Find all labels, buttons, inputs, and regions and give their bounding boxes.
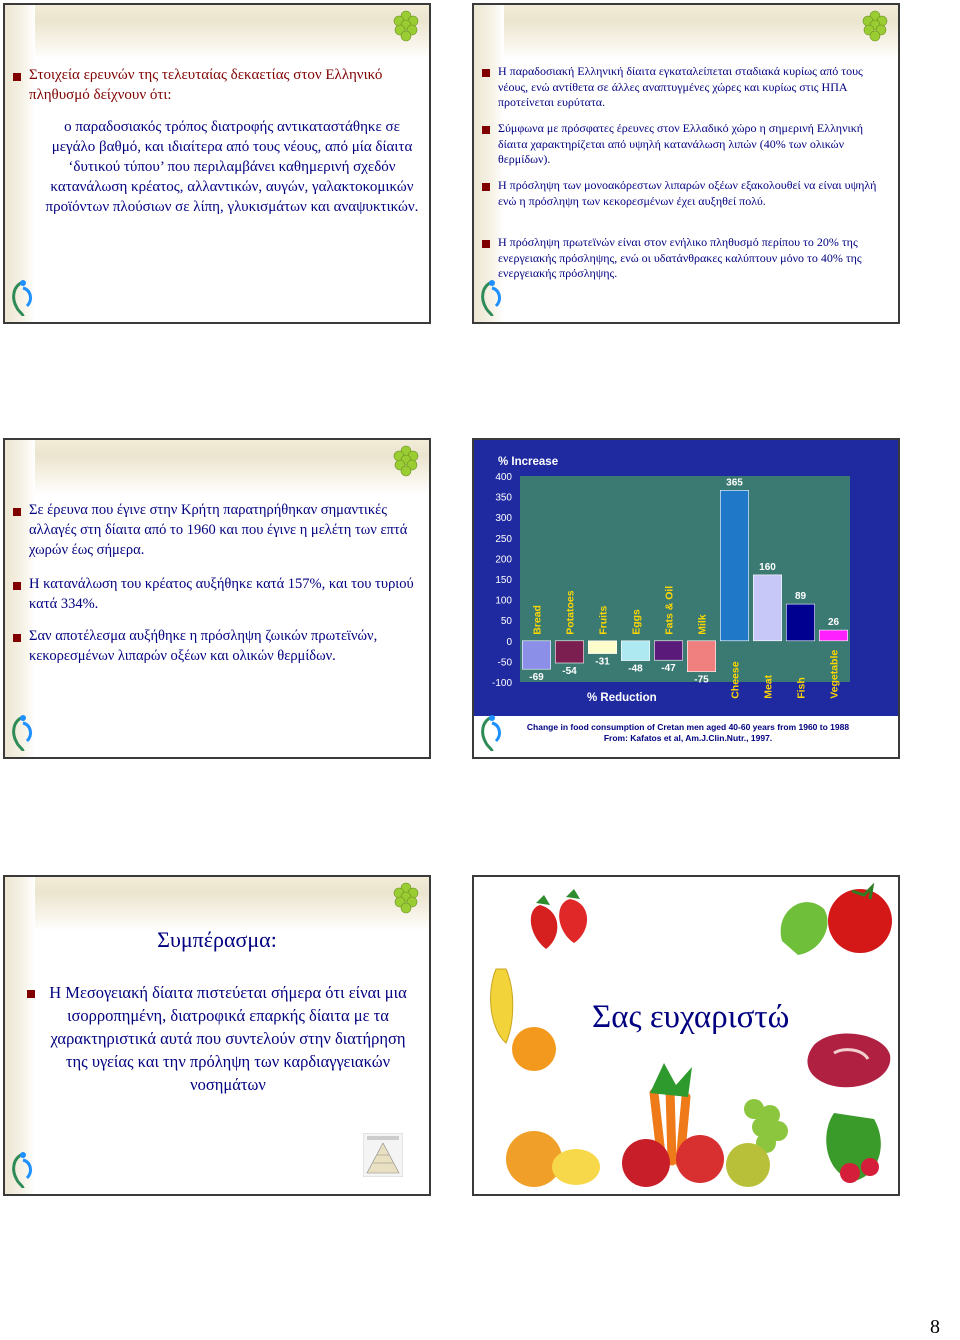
food-change-chart [474,440,900,716]
logo-icon [9,713,37,753]
bar-eggs [621,641,649,661]
bar-meat [753,575,781,641]
grape-icon [389,444,423,478]
y-tick-label: 400 [495,472,512,483]
category-label: Bread [531,605,544,635]
conclusion-title: Συμπέρασμα: [157,927,277,952]
y-tick-label: 150 [495,575,512,586]
increase-label: % Increase [498,456,559,468]
fruits-vegetables-icon [504,1063,894,1191]
category-label: Eggs [630,609,643,635]
bullet-marker [27,990,35,998]
bar-value-label: 26 [827,617,840,629]
slide-header-band [474,5,898,59]
y-tick-label: -100 [491,678,512,689]
category-label: Potatoes [564,590,577,635]
grape-icon [389,9,423,43]
y-tick-label: 200 [495,554,512,566]
y-tick-label: 350 [495,492,512,504]
slide-1 [3,3,431,324]
bar-fruits [588,641,616,654]
slide3-bullet-1: Σε έρευνα που έγινε στην Κρήτη παρατηρήθηκαν σημαντικές αλλαγές στη δίαιτα από το 1960 και που έγινε η μελέτη των επτά χωρών έως σήμερα. [29,502,408,558]
y-tick-label: 0 [506,636,512,648]
thank-you-title: Σας ευχαριστώ [592,999,790,1035]
slide-6 [472,875,900,1196]
logo-icon [478,278,506,318]
slide2-bullet-4: Η πρόσληψη πρωτεϊνών είναι στον ενήλικο πληθυσμό περίπου το 20% της ενεργειακής πρόσληψης, ενώ οι υδατάνθρακες καλύπτουν μόνο το 40% της ενεργειακής πρόσληψης. [498,235,862,280]
bar-value-label: -54 [562,666,577,677]
slide-3 [3,438,431,759]
bullet-marker [482,69,490,77]
y-axis [492,472,512,689]
category-label: Fruits [597,605,610,635]
bar-fats-oil [654,641,682,660]
bar-potatoes [555,641,583,663]
page-number: 8 [930,1316,940,1338]
bar-value-label: 89 [794,591,807,603]
y-tick-label: 250 [495,533,512,545]
logo-icon [478,713,506,753]
logo-icon [9,278,37,318]
slide-header-band [5,5,429,59]
bullet-marker [13,634,21,642]
caption-line-1: Change in food consumption of Cretan men aged 40-60 years from 1960 to 1988 [526,722,850,732]
slide-4-chart [472,438,900,759]
chart-caption [474,722,900,744]
bar-cheese [720,490,748,640]
bullet-marker [13,73,21,81]
slide2-bullet-3: Η πρόσληψη των μονοακόρεστων λιπαρών οξέων εξακολουθεί να είναι υψηλή ενώ η πρόσληψη των κεκορεσμένων έχει αυξηθεί πολύ. [498,178,877,208]
category-label: Fats & Oil [663,585,676,635]
category-label: Fish [795,677,808,699]
slide1-bullet: Στοιχεία ερευνών της τελευταίας δεκαετίας στον Ελληνικό πληθυσμό δείχνουν ότι: [29,67,383,103]
banana-orange-icon [484,963,564,1073]
slide-header-band [5,877,429,931]
slide3-bullet-2: Η κατανάλωση του κρέατος αυξήθηκε κατά 157%, και του τυριού κατά 334%. [29,576,414,612]
slide-side-band [5,5,35,322]
y-tick-label: -50 [497,657,512,669]
category-label: Milk [696,614,709,635]
bar-milk [687,641,715,672]
bullet-marker [13,508,21,516]
bullet-marker [482,183,490,191]
bar-value-label: -47 [661,663,676,675]
slide-2 [472,3,900,324]
y-tick-label: 300 [495,513,512,525]
logo-icon [9,1150,37,1190]
grape-icon [389,881,423,915]
category-label: Vegetable [828,649,841,699]
slide3-bullet-3: Σαν αποτέλεσμα αυξήθηκε η πρόσληψη ζωικών πρωτεϊνών, κεκορεσμένων λιπαρών οξέων και ολικών θερμίδων. [29,628,378,664]
y-tick-label: 100 [495,595,512,607]
bar-value-label: 365 [726,477,743,489]
bar-vegetable [819,630,847,641]
y-tick-label: 50 [500,616,512,628]
conclusion-text: Η Μεσογειακή δίαιτα πιστεύεται σήμερα ότι είναι μια ισορροπημένη, διατροφικά επαρκής δίαιτα με τα χαρακτηριστικά αυτά που συντελούν στην διατήρηση της υγείας και την πρόληψη των καρδιαγγειακών νοσημάτων [49,983,407,1094]
slide1-body: ο παραδοσιακός τρόπος διατροφής αντικαταστάθηκε σε μεγάλο βαθμό, και ιδιαίτερα από τους νέους, από μία δίαιτα ‘δυτικού τύπου’ που περιλαμβάνει καθημερινή σχεδόν κατανάλωση κρέατος, αλλαντικών, αυγών, γαλακτοκομικών προϊόντων πλούσιων σε λίπη, γλυκισμάτων και αναψυκτικών. [45,119,419,215]
reduction-label: % Reduction [587,692,657,704]
tomato-lettuce-icon [774,881,896,961]
category-label: Meat [762,674,775,699]
bar-bread [522,641,550,669]
slide-header-band [5,440,429,494]
caption-line-2: From: Kafatos et al, Am.J.Clin.Nutr., 1997. [603,733,773,743]
slide2-bullet-2: Σύμφωνα με πρόσφατες έρευνες στον Ελλαδικό χώρο η σημερινή Ελληνική δίαιτα χαρακτηρίζεται από υψηλή κατανάλωση λιπών (40% των ολικών θερμίδων). [498,121,864,166]
category-label: Cheese [729,661,742,699]
slide-side-band [5,877,35,1194]
bullet-marker [13,582,21,590]
bar-value-label: -75 [694,674,709,686]
bar-value-label: 160 [759,561,776,573]
bar-value-label: -69 [529,672,544,684]
grape-icon [858,9,892,43]
bar-value-label: -31 [595,656,610,668]
bar-fish [786,604,814,641]
strawberries-icon [522,885,602,957]
bullet-marker [482,240,490,248]
slide-5 [3,875,431,1196]
food-pyramid-icon [363,1133,403,1177]
bar-value-label: -48 [628,663,643,675]
slide2-bullet-1: Η παραδοσιακή Ελληνική δίαιτα εγκαταλείπεται σταδιακά κυρίως από τους νέους, ενώ αντίθετα σε άλλες αναπτυγμένες χώρες και κυρίως στις ΗΠΑ προτείνεται ευρύτατα. [498,64,863,109]
bullet-marker [482,126,490,134]
